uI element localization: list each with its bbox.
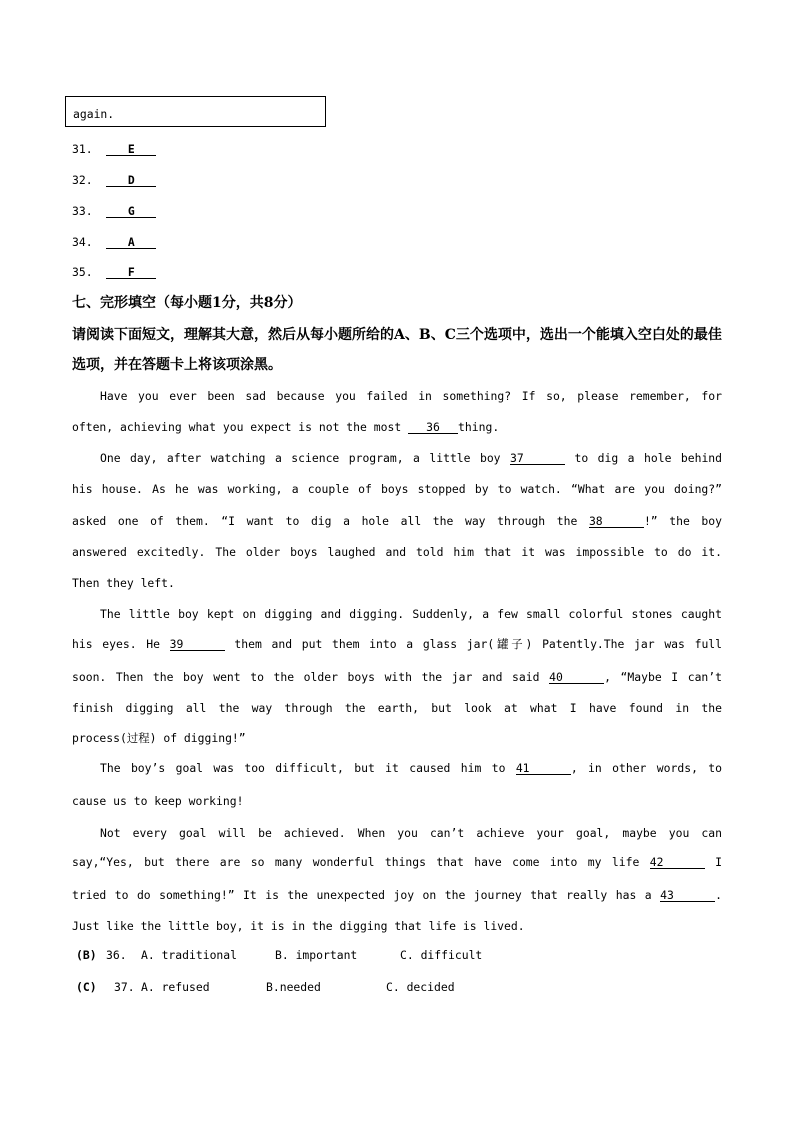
blank-42: 42 xyxy=(650,856,705,869)
option-b: B. important xyxy=(275,948,358,962)
passage-line: his eyes. He 39 them and put them into a glass jar(罐子) Patently.The jar was full xyxy=(72,637,723,651)
passage-line: Then they left. xyxy=(72,576,175,590)
passage-line: One day, after watching a science program, a little boy 37 to dig a hole behind xyxy=(100,451,723,465)
question-answer: (B) xyxy=(76,948,97,962)
boxed-passage-fragment xyxy=(65,96,326,127)
passage-line: Have you ever been sad because you failed in something? If so, please remember, for xyxy=(100,389,722,403)
passage-line: The boy’s goal was too difficult, but it caused him to 41 , in other words, to xyxy=(100,761,723,775)
answer-line-32: 32. D xyxy=(72,173,156,187)
option-c: C. decided xyxy=(386,980,455,994)
section-title: 七、完形填空（每小题1分，共8分） xyxy=(72,295,302,311)
option-c: C. difficult xyxy=(400,948,483,962)
answer-line-34: 34. A xyxy=(72,235,156,249)
answer-blank: D xyxy=(106,174,156,187)
blank-41: 41 xyxy=(516,762,571,775)
passage-line: asked one of them. “I want to dig a hole all the way through the 38 !” the boy xyxy=(72,514,723,528)
answer-line-33: 33. G xyxy=(72,204,156,218)
answer-line-35: 35. F xyxy=(72,265,156,279)
blank-40: 40 xyxy=(549,671,604,684)
passage-line: often, achieving what you expect is not the most 36 thing. xyxy=(72,420,500,434)
passage-line: soon. Then the boy went to the older boys with the jar and said 40 , “Maybe I can’t xyxy=(72,670,722,684)
passage-line: The little boy kept on digging and digging. Suddenly, a few small colorful stones caught xyxy=(100,607,722,621)
blank-39: 39 xyxy=(170,638,225,651)
question-number: 36. xyxy=(106,948,127,962)
option-a: A. traditional xyxy=(141,948,238,962)
instructions-line-1: 请阅读下面短文，理解其大意，然后从每小题所给的A、B、C三个选项中，选出一个能填入空白处的最佳 xyxy=(72,327,722,343)
blank-43: 43 xyxy=(660,889,715,902)
answer-blank: G xyxy=(106,205,156,218)
answer-blank: F xyxy=(106,266,156,279)
answer-blank: A xyxy=(106,236,156,249)
instructions-line-2: 选项，并在答题卡上将该项涂黑。 xyxy=(72,357,282,373)
option-a: A. refused xyxy=(141,980,210,994)
blank-36: 36 xyxy=(408,421,458,434)
question-number: 37. xyxy=(114,980,135,994)
answer-line-31: 31. E xyxy=(72,142,156,156)
question-answer: (C) xyxy=(76,980,97,994)
passage-line: say,“Yes, but there are so many wonderful things that have come into my life 42 I xyxy=(72,855,722,869)
passage-line: his house. As he was working, a couple of boys stopped by to watch. “What are you doing?” xyxy=(72,482,722,496)
passage-line: Not every goal will be achieved. When you can’t achieve your goal, maybe you can xyxy=(100,826,722,840)
boxed-text: again. xyxy=(73,107,115,121)
passage-line: cause us to keep working! xyxy=(72,794,244,808)
passage-line: finish digging all the way through the earth, but look at what I have found in the xyxy=(72,701,722,715)
blank-37: 37 xyxy=(510,452,565,465)
passage-line: Just like the little boy, it is in the digging that life is lived. xyxy=(72,919,525,933)
option-b: B.needed xyxy=(266,980,321,994)
passage-line: answered excitedly. The older boys laughed and told him that it was impossible to do it. xyxy=(72,545,722,559)
passage-line: tried to do something!” It is the unexpected joy on the journey that really has a 43 . xyxy=(72,888,723,902)
passage-line: process(过程) of digging!” xyxy=(72,731,246,745)
blank-38: 38 xyxy=(589,515,644,528)
answer-blank: E xyxy=(106,143,156,156)
